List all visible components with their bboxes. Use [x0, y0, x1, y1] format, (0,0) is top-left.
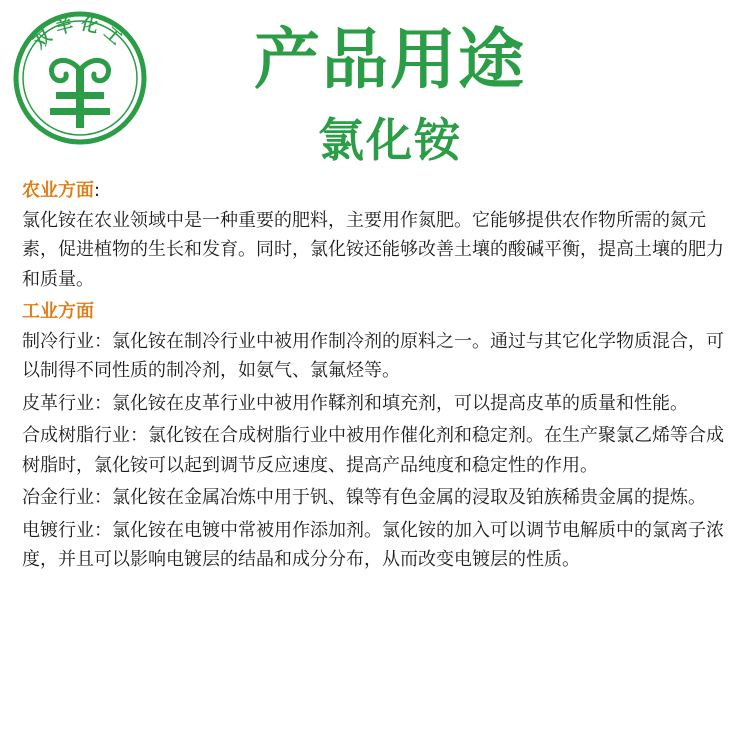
- logo-text: 双羊化工: [29, 14, 131, 54]
- product-name: 氯化铵: [318, 113, 462, 167]
- content-body: [22, 176, 730, 578]
- industry-item-metallurgy: 冶金行业：氯化铵在金属冶炼中用于钒、镍等有色金属的浸取及铂族稀贵金属的提炼。: [22, 487, 706, 508]
- page-title: 产品用途: [254, 21, 526, 98]
- agriculture-text: 氯化铵在农业领域中是一种重要的肥料，主要用作氮肥。它能够提供农作物所需的氮元素，促进植物的生长和发育。同时，氯化铵还能够改善土壤的酸碱平衡，提高土壤的肥力和质量。: [22, 209, 724, 290]
- agriculture-heading: 农业方面:: [22, 180, 101, 201]
- industry-item-leather: 皮革行业：氯化铵在皮革行业中被用作鞣剂和填充剂，可以提高皮革的质量和性能。: [22, 392, 688, 414]
- industry-item-electroplating: 电镀行业：氯化铵在电镀中常被用作添加剂。氯化铵的加入可以调节电解质中的氯离子浓度，并且可以影响电镀层的结晶和成分分布，从而改变电镀层的性质。: [22, 519, 724, 570]
- industry-heading: 工业方面: [22, 301, 94, 322]
- industry-item-resin: 合成树脂行业：氯化铵在合成树脂行业中被用作催化剂和稳定剂。在生产聚氯乙烯等合成树脂时，氯化铵可以起到调节反应速度、提高产品纯度和稳定性的作用。: [22, 425, 724, 476]
- industry-item-refrigeration: 制冷行业：氯化铵在制冷行业中被用作制冷剂的原料之一。通过与其它化学物质混合，可以制得不同性质的制冷剂，如氨气、氯氟烃等。: [22, 330, 724, 381]
